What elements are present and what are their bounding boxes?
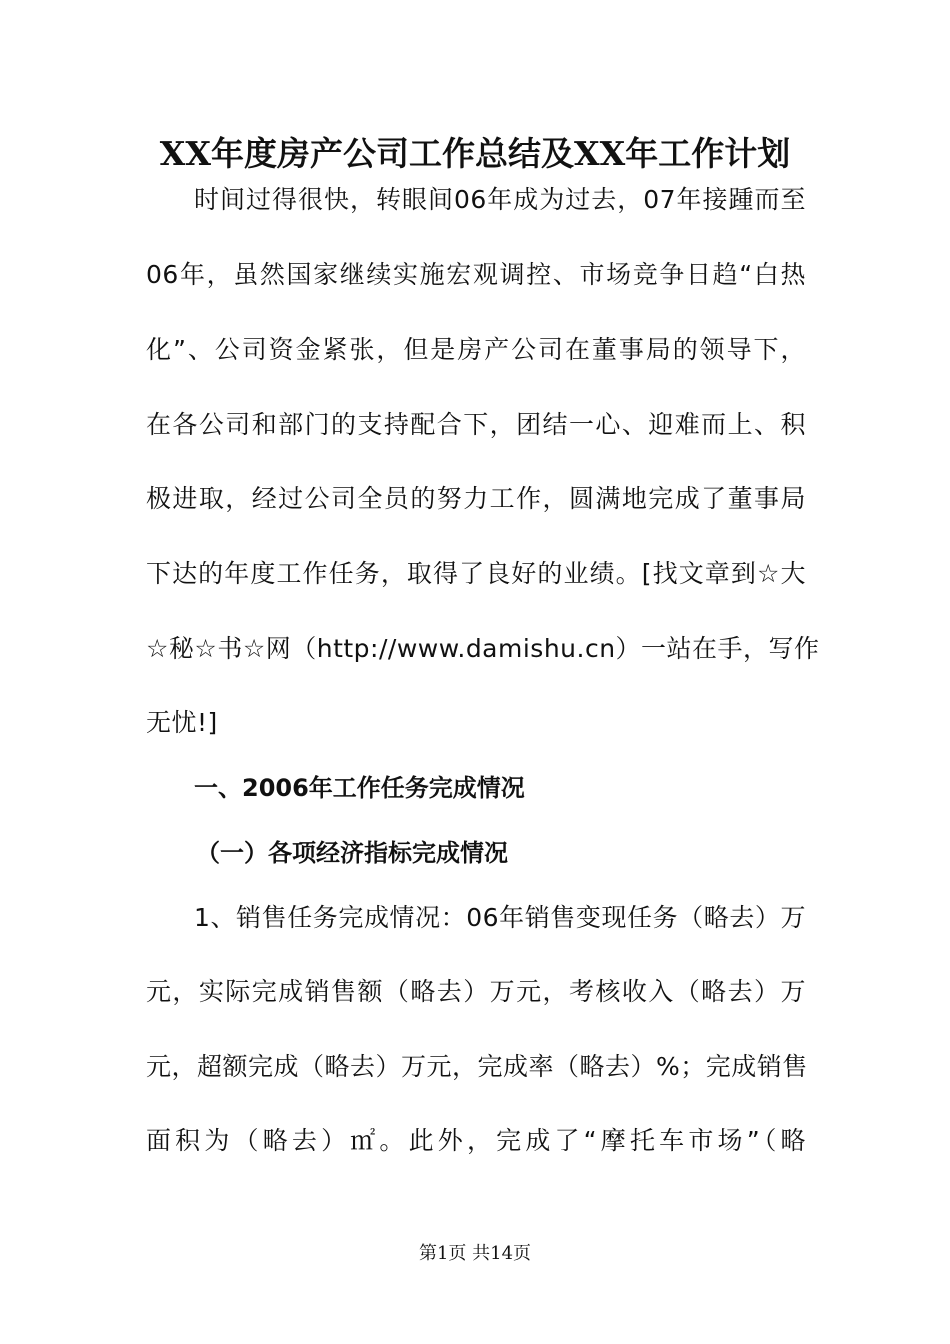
paragraph-line: 化”、公司资金紧张，但是房产公司在董事局的领导下，	[146, 335, 806, 364]
paragraph-line: 06年，虽然国家继续实施宏观调控、市场竞争日趋“白热	[146, 260, 806, 289]
paragraph-line: 元，实际完成销售额（略去）万元，考核收入（略去）万	[146, 977, 806, 1006]
paragraph-line: 无忧!]	[146, 708, 218, 737]
page-number-footer: 第1页 共14页	[418, 1243, 532, 1264]
subsection-heading: （一）各项经济指标完成情况	[196, 839, 508, 867]
paragraph-line: 下达的年度工作任务，取得了良好的业绩。[找文章到☆大	[146, 559, 806, 588]
paragraph-line: 在各公司和部门的支持配合下，团结一心、迎难而上、积	[146, 410, 806, 439]
document-title: XX年度房产公司工作总结及XX年工作计划	[159, 134, 791, 173]
paragraph-line: 1、销售任务完成情况：06年销售变现任务（略去）万	[194, 903, 806, 932]
paragraph-line: ☆秘☆书☆网（http://www.damishu.cn）一站在手，写作	[146, 634, 820, 663]
paragraph-line: 面积为（略去）㎡。此外，完成了“摩托车市场”（略	[146, 1126, 806, 1155]
paragraph-line: 元，超额完成（略去）万元，完成率（略去）%；完成销售	[146, 1052, 808, 1081]
paragraph-line: 极进取，经过公司全员的努力工作，圆满地完成了董事局	[146, 484, 806, 513]
paragraph-line: 时间过得很快，转眼间06年成为过去，07年接踵而至	[194, 185, 806, 214]
section-heading: 一、2006年工作任务完成情况	[194, 774, 525, 802]
